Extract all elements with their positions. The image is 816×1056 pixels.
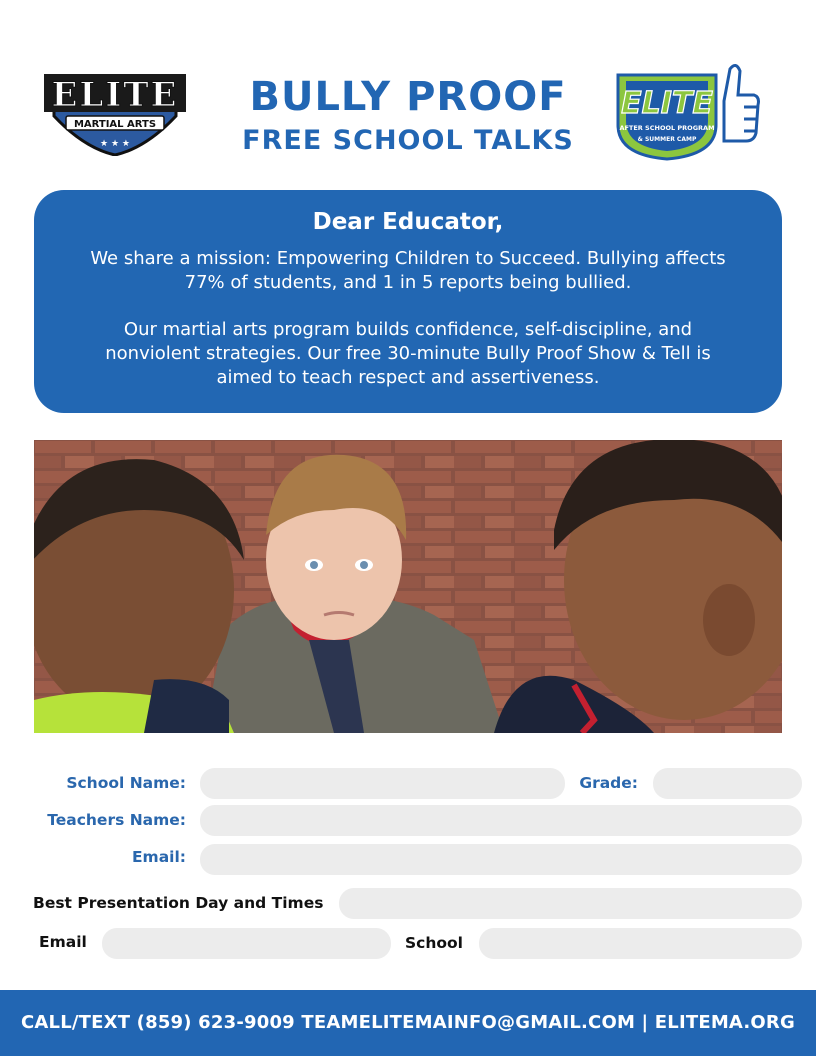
children-bullying-photo [34, 440, 782, 733]
school-name-input[interactable] [200, 768, 565, 799]
title-free-school-talks: FREE SCHOOL TALKS [242, 125, 574, 156]
elite-after-school-logo [612, 55, 764, 163]
best-times-input[interactable] [339, 888, 802, 919]
footer-contact: CALL/TEXT (859) 623-9009 TEAMELITEMAINFO@GMAIL.COM | ELITEMA.ORG [0, 990, 816, 1056]
school-name-label: School Name: [66, 774, 186, 792]
email-input[interactable] [200, 844, 802, 875]
letter-paragraph-1: We share a mission: Empowering Children to Succeed. Bullying affects 77% of students, and 1 in 5 reports being bullied. [90, 248, 726, 293]
svg-text:AFTER SCHOOL PROGRAM: AFTER SCHOOL PROGRAM [619, 124, 715, 132]
email2-input[interactable] [102, 928, 391, 959]
email-label: Email: [131, 848, 186, 866]
teachers-name-input[interactable] [200, 805, 802, 836]
letter-box [34, 190, 782, 413]
letter-paragraph-2: Our martial arts program builds confidence, self-discipline, and nonviolent strategies. Our free 30-minute Bully Proof Show & Tell is aimed to teach respect and assertiveness. [105, 319, 711, 388]
title-bully-proof: BULLY PROOF [249, 74, 567, 120]
elite-martial-arts-logo [42, 70, 188, 156]
email2-label: Email [39, 933, 87, 951]
svg-text:★ ★ ★: ★ ★ ★ [100, 139, 130, 149]
grade-input[interactable] [653, 768, 802, 799]
svg-text:MARTIAL ARTS: MARTIAL ARTS [73, 119, 157, 130]
svg-text:ELITE: ELITE [621, 86, 713, 121]
school-label: School [405, 934, 463, 952]
teachers-name-label: Teachers Name: [47, 811, 186, 829]
greeting: Dear Educator, [312, 209, 504, 235]
svg-text:& SUMMER CAMP: & SUMMER CAMP [637, 136, 697, 143]
school-input[interactable] [479, 928, 802, 959]
best-times-label: Best Presentation Day and Times [33, 894, 324, 912]
thumbs-up-icon [724, 65, 759, 141]
svg-text:ELITE: ELITE [51, 75, 179, 115]
grade-label: Grade: [579, 774, 638, 792]
